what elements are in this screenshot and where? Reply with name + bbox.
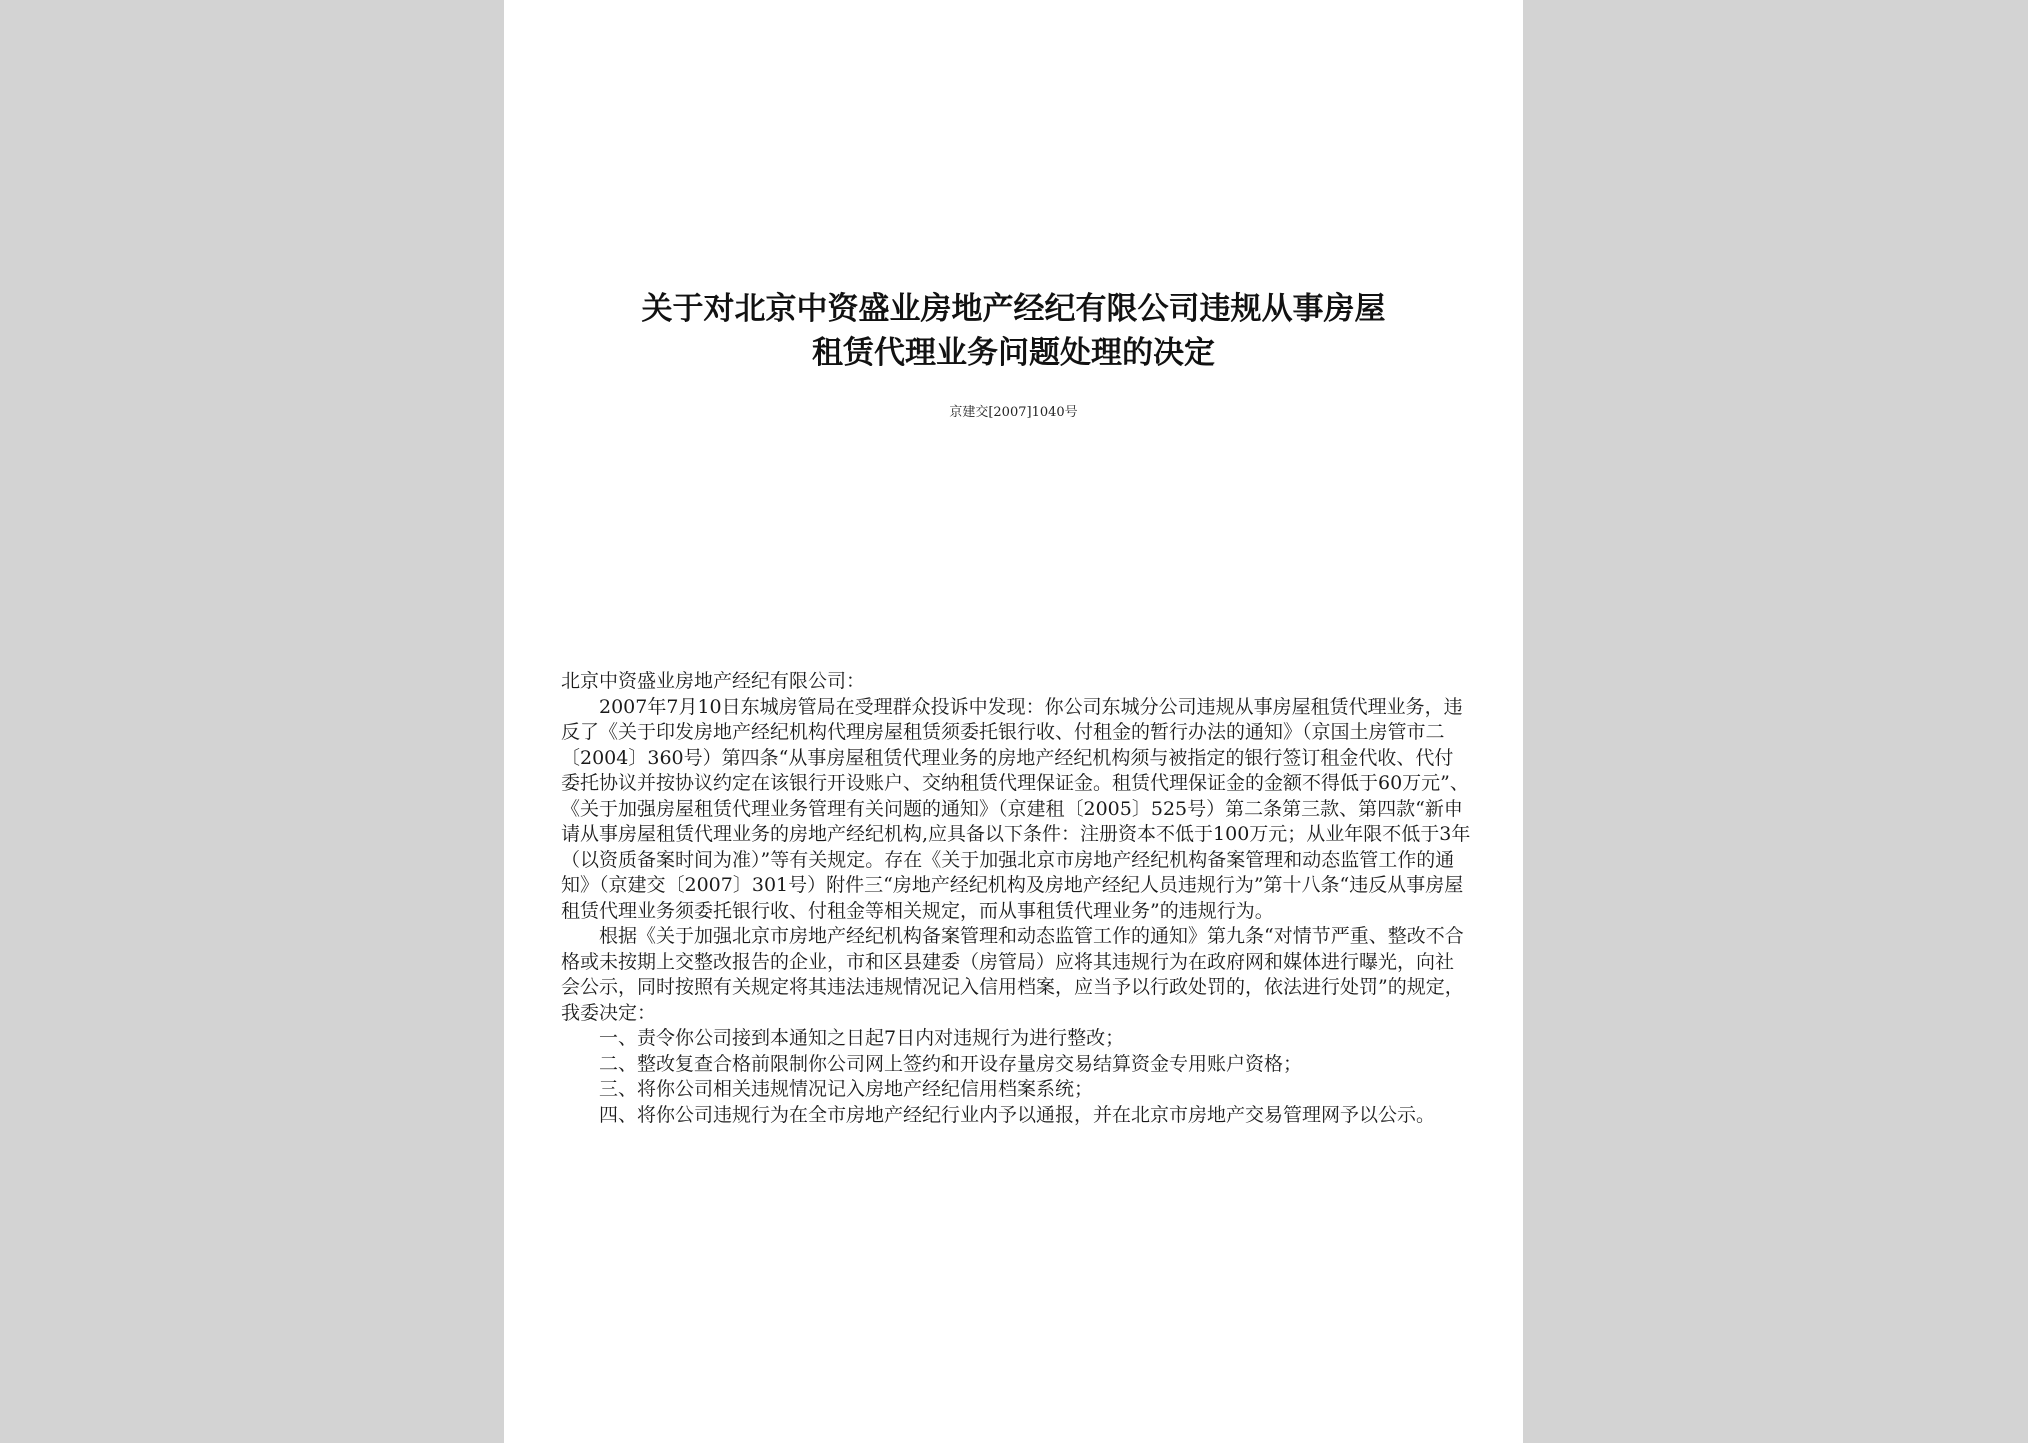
paragraph-basis: 根据《关于加强北京市房地产经纪机构备案管理和动态监管工作的通知》第九条“对情节严重、整改不合格或未按期上交整改报告的企业，市和区县建委（房管局）应将其违规行为在政府网和媒体进行曝光，向社会公示，同时按照有关规定将其违法违规情况记入信用档案，应当予以行政处罚的，依法进行处罚”的规定，我委决定：	[561, 925, 1464, 1024]
document-title-line-1: 关于对北京中资盛业房地产经纪有限公司违规从事房屋	[641, 291, 1386, 327]
decision-item-1: 一、责令你公司接到本通知之日起7日内对违规行为进行整改；	[599, 1027, 1125, 1049]
document-title-line-2: 租赁代理业务问题处理的决定	[812, 335, 1215, 371]
paragraph-findings: 2007年7月10日东城房管局在受理群众投诉中发现：你公司东城分公司违规从事房屋租赁代理业务，违反了《关于印发房地产经纪机构代理房屋租赁须委托银行收、付租金的暂行办法的通知》（京国土房管市二〔2004〕360号）第四条“从事房屋租赁代理业务的房地产经纪机构须与被指定的银行签订租金代收、代付委托协议并按协议约定在该银行开设账户、交纳租赁代理保证金。租赁代理保证金的金额不得低于60万元”、《关于加强房屋租赁代理业务管理有关问题的通知》（京建租〔2005〕525号）第二条第三款、第四款“新申请从事房屋租赁代理业务的房地产经纪机构,应具备以下条件：注册资本不低于100万元；从业年限不低于3年（以资质备案时间为准）”等有关规定。存在《关于加强北京市房地产经纪机构备案管理和动态监管工作的通知》（京建交〔2007〕301号）附件三“房地产经纪机构及房地产经纪人员违规行为”第十八条“违反从事房屋租赁代理业务须委托银行收、付租金等相关规定，而从事租赁代理业务”的违规行为。	[561, 695, 1471, 922]
document-title	[504, 287, 1523, 375]
document-body	[561, 669, 1471, 1128]
document-page	[504, 0, 1523, 1443]
decision-item-2: 二、整改复查合格前限制你公司网上签约和开设存量房交易结算资金专用账户资格；	[599, 1052, 1303, 1075]
salutation: 北京中资盛业房地产经纪有限公司：	[561, 670, 866, 692]
document-number: 京建交[2007]1040号	[949, 405, 1078, 420]
decision-item-3: 三、将你公司相关违规情况记入房地产经纪信用档案系统；	[599, 1078, 1094, 1100]
decision-item-4: 四、将你公司违规行为在全市房地产经纪行业内予以通报，并在北京市房地产交易管理网予以公示。	[599, 1103, 1436, 1126]
